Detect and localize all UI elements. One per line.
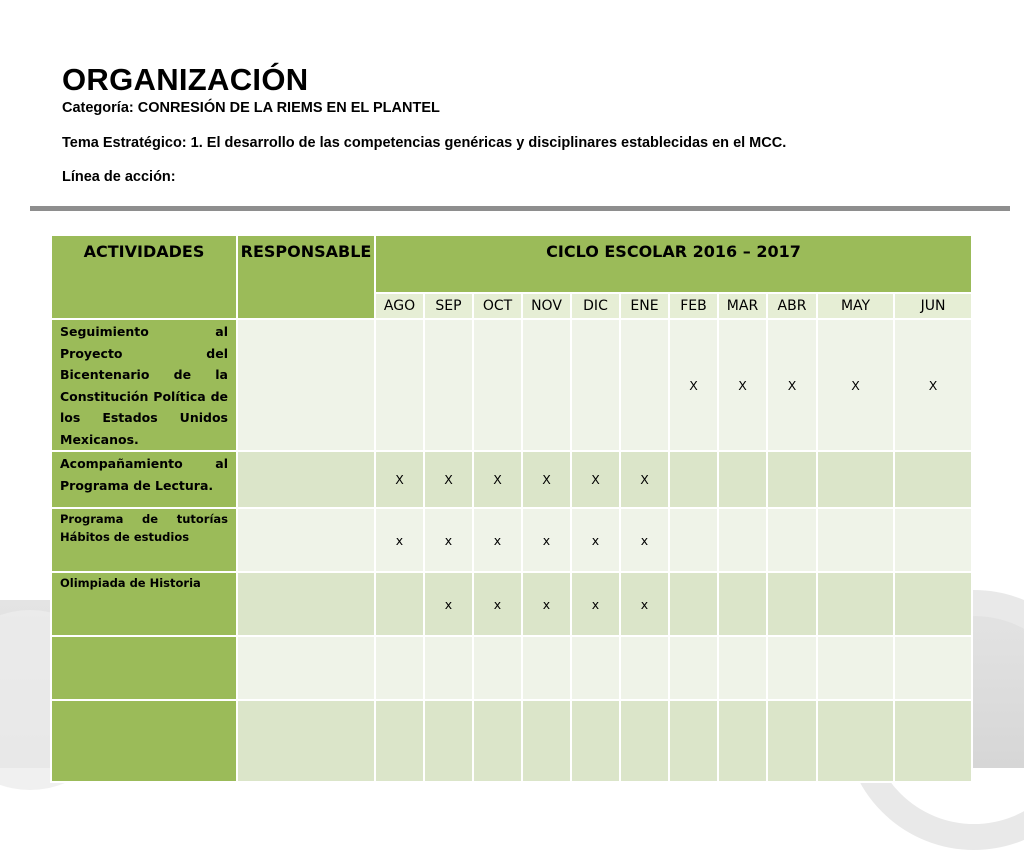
month-header-mar: MAR [718, 293, 767, 319]
schedule-cell-may [817, 572, 894, 636]
month-header-nov: NOV [522, 293, 571, 319]
header-row-main [51, 235, 972, 293]
schedule-cell-feb [669, 636, 718, 700]
schedule-cell-mar [718, 508, 767, 572]
page-title: ORGANIZACIÓN [62, 62, 309, 97]
col-ciclo-header: CICLO ESCOLAR 2016 – 2017 [375, 235, 972, 293]
col-actividades-header: ACTIVIDADES [51, 235, 237, 319]
schedule-cell-dic: x [571, 572, 620, 636]
schedule-cell-abr [767, 451, 817, 508]
schedule-cell-dic [571, 636, 620, 700]
schedule-cell-may [817, 700, 894, 782]
schedule-cell-feb [669, 451, 718, 508]
schedule-table [50, 234, 973, 783]
month-header-may: MAY [817, 293, 894, 319]
schedule-cell-may: X [817, 319, 894, 451]
table-row [51, 508, 972, 572]
responsable-cell [237, 508, 375, 572]
responsable-cell [237, 636, 375, 700]
month-header-sep: SEP [424, 293, 473, 319]
col-responsable-header: RESPONSABLE [237, 235, 375, 319]
schedule-cell-nov [522, 319, 571, 451]
schedule-cell-ago [375, 319, 424, 451]
schedule-cell-jun [894, 508, 972, 572]
schedule-cell-jun [894, 451, 972, 508]
month-header-ene: ENE [620, 293, 669, 319]
schedule-cell-dic: x [571, 508, 620, 572]
month-header-jun: JUN [894, 293, 972, 319]
schedule-cell-nov: X [522, 451, 571, 508]
schedule-cell-ago [375, 572, 424, 636]
activity-cell [51, 700, 237, 782]
schedule-cell-dic [571, 700, 620, 782]
schedule-cell-feb [669, 572, 718, 636]
schedule-cell-oct: X [473, 451, 522, 508]
schedule-cell-jun [894, 700, 972, 782]
month-header-oct: OCT [473, 293, 522, 319]
month-header-dic: DIC [571, 293, 620, 319]
schedule-cell-mar [718, 636, 767, 700]
schedule-cell-abr [767, 508, 817, 572]
schedule-cell-jun [894, 636, 972, 700]
activity-cell: Acompañamiento al Programa de Lectura. [51, 451, 237, 508]
schedule-cell-oct [473, 319, 522, 451]
schedule-cell-ago [375, 700, 424, 782]
schedule-cell-mar [718, 700, 767, 782]
schedule-cell-abr [767, 572, 817, 636]
schedule-cell-may [817, 636, 894, 700]
schedule-cell-ago: x [375, 508, 424, 572]
schedule-cell-ene: x [620, 508, 669, 572]
activity-cell [51, 636, 237, 700]
table-row [51, 451, 972, 508]
schedule-cell-ago: X [375, 451, 424, 508]
divider-rule [30, 206, 1010, 211]
schedule-cell-ene: x [620, 572, 669, 636]
responsable-cell [237, 451, 375, 508]
schedule-cell-abr [767, 636, 817, 700]
schedule-cell-jun: X [894, 319, 972, 451]
responsable-cell [237, 572, 375, 636]
categoria-label: Categoría: [62, 100, 134, 116]
schedule-cell-feb [669, 508, 718, 572]
linea-accion-line [62, 169, 176, 185]
schedule-cell-ago [375, 636, 424, 700]
tema-label: Tema Estratégico: [62, 135, 187, 151]
month-header-ago: AGO [375, 293, 424, 319]
table-row [51, 700, 972, 782]
responsable-cell [237, 700, 375, 782]
schedule-cell-may [817, 508, 894, 572]
schedule-cell-sep: x [424, 572, 473, 636]
table-row [51, 636, 972, 700]
tema-line [62, 135, 786, 151]
schedule-cell-sep: x [424, 508, 473, 572]
activity-cell: Seguimiento al Proyecto del Bicentenario de la Constitución Política de los Estados Unidos Mexicanos. [51, 319, 237, 451]
table-row [51, 572, 972, 636]
schedule-cell-sep [424, 636, 473, 700]
schedule-cell-nov: x [522, 572, 571, 636]
schedule-cell-dic [571, 319, 620, 451]
schedule-cell-oct: x [473, 508, 522, 572]
schedule-cell-mar [718, 451, 767, 508]
month-header-abr: ABR [767, 293, 817, 319]
schedule-cell-nov: x [522, 508, 571, 572]
schedule-cell-nov [522, 636, 571, 700]
categoria-value: CONRESIÓN DE LA RIEMS EN EL PLANTEL [137, 100, 440, 116]
schedule-cell-sep [424, 700, 473, 782]
schedule-cell-sep: X [424, 451, 473, 508]
schedule-cell-sep [424, 319, 473, 451]
schedule-cell-ene [620, 319, 669, 451]
table-row [51, 319, 972, 451]
schedule-cell-oct [473, 636, 522, 700]
schedule-cell-feb: X [669, 319, 718, 451]
tema-value: 1. El desarrollo de las competencias genéricas y disciplinares establecidas en el MCC. [190, 135, 787, 151]
schedule-cell-feb [669, 700, 718, 782]
schedule-cell-mar [718, 572, 767, 636]
responsable-cell [237, 319, 375, 451]
schedule-cell-may [817, 451, 894, 508]
schedule-cell-dic: X [571, 451, 620, 508]
linea-label: Línea de acción: [62, 169, 176, 185]
schedule-cell-oct [473, 700, 522, 782]
schedule-cell-abr [767, 700, 817, 782]
schedule-cell-mar: X [718, 319, 767, 451]
activity-cell: Olimpiada de Historia [51, 572, 237, 636]
schedule-cell-oct: x [473, 572, 522, 636]
schedule-cell-nov [522, 700, 571, 782]
schedule-cell-ene [620, 700, 669, 782]
schedule-cell-jun [894, 572, 972, 636]
schedule-cell-ene [620, 636, 669, 700]
schedule-cell-abr: X [767, 319, 817, 451]
activity-cell: Programa de tutorías Hábitos de estudios [51, 508, 237, 572]
schedule-cell-ene: X [620, 451, 669, 508]
month-header-feb: FEB [669, 293, 718, 319]
categoria-line [62, 100, 440, 116]
